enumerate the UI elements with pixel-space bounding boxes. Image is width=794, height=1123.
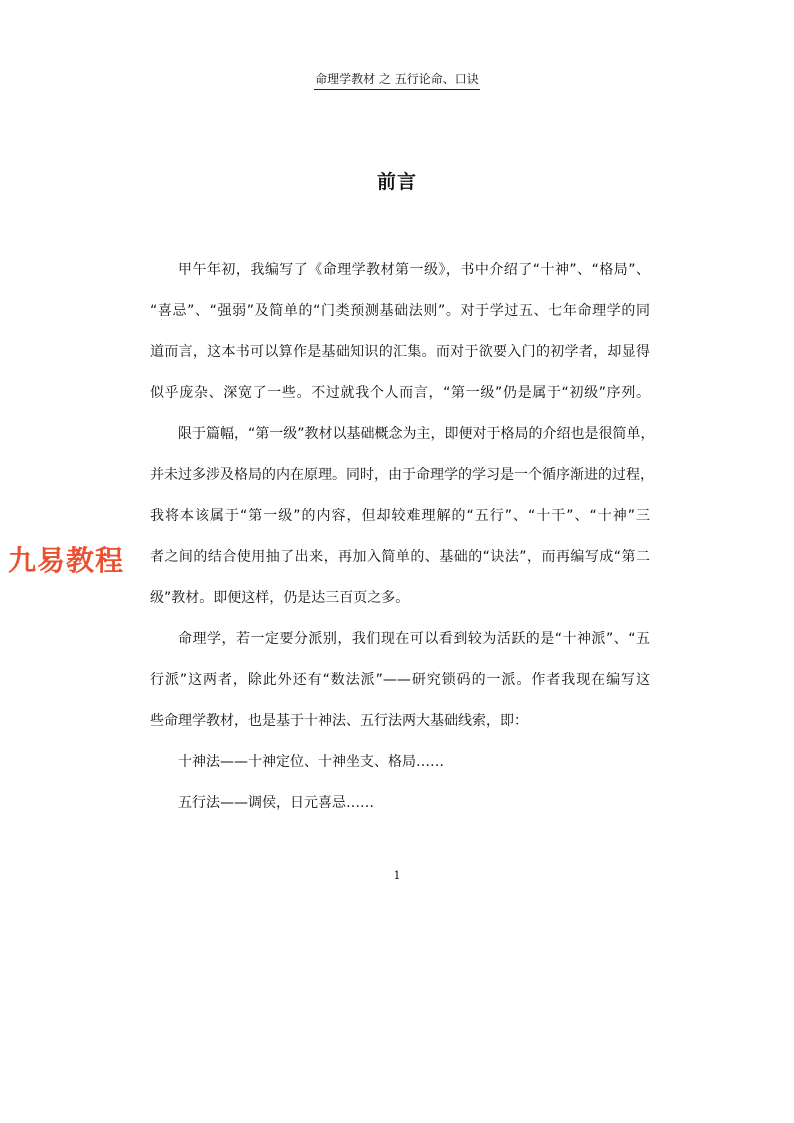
paragraph-2-line-2: 并未过多涉及格局的内在原理。同时，由于命理学的学习是一个循序渐进的过程， <box>150 467 654 483</box>
paragraph-1-line-2: “喜忌”、“强弱”及简单的“门类预测基础法则”。对于学过五、七年命理学的同 <box>150 303 650 319</box>
running-header-text: 命理学教材 之 五行论命、口诀 <box>314 70 480 90</box>
paragraph-5-line-1: 五行法——调侯，日元喜忌…… <box>178 795 374 811</box>
page-number: 1 <box>393 869 401 882</box>
body-text <box>150 250 655 824</box>
paragraph-1-line-4: 似乎庞杂、深宽了一些。不过就我个人而言，“第一级”仍是属于“初级”序列。 <box>150 385 650 401</box>
watermark-logo: 九易教程 <box>8 544 125 577</box>
running-header <box>0 70 794 90</box>
paragraph-4-line-1: 十神法——十神定位、十神坐支、格局…… <box>178 754 444 770</box>
paragraph-2-line-4: 者之间的结合使用抽了出来，再加入简单的、基础的“诀法”，而再编写成“第二 <box>150 549 650 565</box>
paragraph-2-line-5: 级”教材。即便这样，仍是达三百页之多。 <box>150 590 410 606</box>
paragraph-3-line-3: 些命理学教材，也是基于十神法、五行法两大基础线索，即： <box>150 713 528 729</box>
paragraph-3-line-2: 行派”这两者，除此外还有“数法派”——研究锁码的一派。作者我现在编写这 <box>150 672 650 688</box>
paragraph-2-line-3: 我将本该属于“第一级”的内容，但却较难理解的“五行”、“十干”、“十神”三 <box>150 508 650 524</box>
paragraph-2-line-1: 限于篇幅，“第一级”教材以基础概念为主，即便对于格局的介绍也是很简单， <box>178 426 655 442</box>
paragraph-3-line-1: 命理学，若一定要分派别，我们现在可以看到较为活跃的是“十神派”、“五 <box>178 631 650 647</box>
page-title: 前言 <box>376 171 417 193</box>
paragraph-1-line-1: 甲午年初，我编写了《命理学教材第一级》，书中介绍了“十神”、“格局”、 <box>178 262 650 278</box>
paragraph-1-line-3: 道而言，这本书可以算作是基础知识的汇集。而对于欲要入门的初学者，却显得 <box>150 344 650 360</box>
